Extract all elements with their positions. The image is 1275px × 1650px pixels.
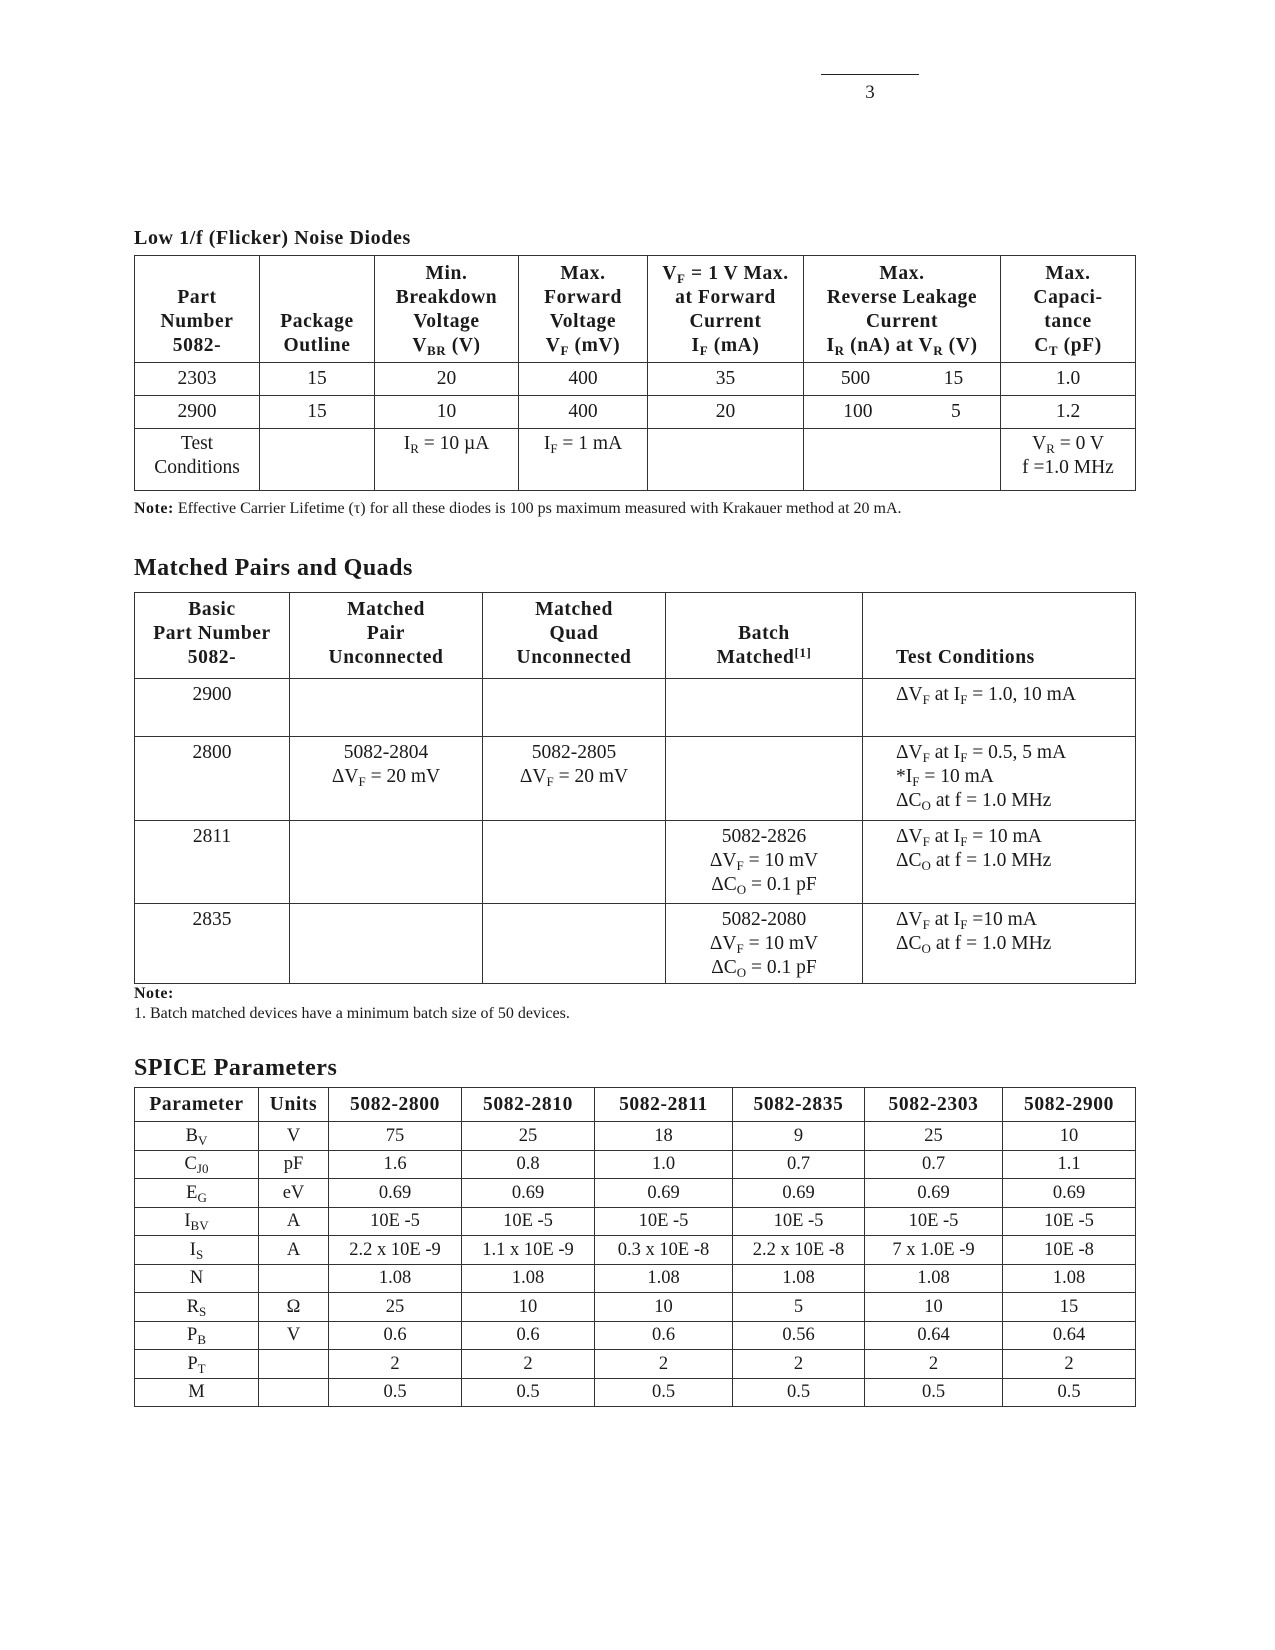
cell-value: 1.08 [329, 1264, 462, 1293]
cell-value: 25 [329, 1293, 462, 1322]
cell-parameter: $I_S$ [135, 1236, 259, 1265]
table-header-row [135, 256, 1136, 363]
cell-value: 0.64 [1003, 1321, 1136, 1350]
cell-ct: 1.0 [1001, 363, 1136, 396]
cell-package: 15 [260, 396, 375, 429]
cell-empty [290, 821, 483, 904]
cell-value: 0.69 [733, 1179, 865, 1208]
cell-test-conditions: $\Delta V_F$ at $I_F = 0.5$, 5 mA $*I_F = 10$ mA $\Delta C_O$ at f = 1.0 MHz [863, 737, 1136, 821]
cell-units: V [259, 1321, 329, 1350]
cell-empty [483, 904, 666, 984]
cell-vf: 400 [519, 396, 648, 429]
col-header-part-number: Part Number 5082- [135, 256, 260, 363]
cell-empty [290, 679, 483, 737]
cell-matched-pair: 5082-2804 $\Delta V_F = 20$ mV [290, 737, 483, 821]
cell-value: 2 [595, 1350, 733, 1379]
cell-empty [260, 429, 375, 491]
cell-empty [804, 429, 1001, 491]
cell-test-conditions: $\Delta V_F$ at $I_F = 1.0$, 10 mA [863, 679, 1136, 737]
cell-value: 25 [865, 1122, 1003, 1151]
cell-if: 20 [648, 396, 804, 429]
col-header-breakdown-voltage: Min. Breakdown Voltage $V_{BR}$ (V) [375, 256, 519, 363]
cell-units: Ω [259, 1293, 329, 1322]
cell-parameter: $R_S$ [135, 1293, 259, 1322]
cell-value: 0.6 [462, 1321, 595, 1350]
cell-value: 1.0 [595, 1150, 733, 1179]
table-row [135, 737, 1136, 821]
cell-value: 10E -5 [1003, 1207, 1136, 1236]
cell-value: 0.6 [595, 1321, 733, 1350]
cell-value: 0.69 [462, 1179, 595, 1208]
cell-test-vbr: $I_R = 10$ µA [375, 429, 519, 491]
cell-value: 0.8 [462, 1150, 595, 1179]
cell-value: 1.08 [1003, 1264, 1136, 1293]
cell-value: 1.08 [733, 1264, 865, 1293]
cell-parameter: M [135, 1378, 259, 1407]
col-header-matched-pair: Matched Pair Unconnected [290, 593, 483, 679]
cell-value: 0.69 [1003, 1179, 1136, 1208]
table-row [135, 1179, 1136, 1208]
col-header-5082-2810: 5082-2810 [462, 1088, 595, 1122]
cell-parameter: $C_{J0}$ [135, 1150, 259, 1179]
cell-value: 0.64 [865, 1321, 1003, 1350]
col-header-matched-quad: Matched Quad Unconnected [483, 593, 666, 679]
cell-value: 2 [733, 1350, 865, 1379]
cell-value: 0.5 [595, 1378, 733, 1407]
cell-parameter: $E_G$ [135, 1179, 259, 1208]
col-header-capacitance: Max. Capaci- tance $C_T$ (pF) [1001, 256, 1136, 363]
cell-value: 0.56 [733, 1321, 865, 1350]
cell-empty [290, 904, 483, 984]
cell-value: 1.6 [329, 1150, 462, 1179]
cell-value: 2 [1003, 1350, 1136, 1379]
cell-empty [648, 429, 804, 491]
cell-batch-matched: 5082-2080 $\Delta V_F = 10$ mV $\Delta C_O = 0.1$ pF [666, 904, 863, 984]
cell-part: 2900 [135, 396, 260, 429]
section-title-matched-pairs: Matched Pairs and Quads [134, 555, 413, 581]
cell-vf: 400 [519, 363, 648, 396]
cell-value: 0.6 [329, 1321, 462, 1350]
page-number: 3 [865, 82, 875, 103]
table-row [135, 821, 1136, 904]
cell-value: 10E -5 [595, 1207, 733, 1236]
cell-value: 10 [462, 1293, 595, 1322]
table-row [135, 1378, 1136, 1407]
col-header-parameter: Parameter [135, 1088, 259, 1122]
col-header-reverse-leakage: Max. Reverse Leakage Current $I_R$ (nA) at $V_R$ (V) [804, 256, 1001, 363]
cell-test-conditions: $\Delta V_F$ at $I_F = 10$ mA $\Delta C_O$ at f = 1.0 MHz [863, 821, 1136, 904]
table-row [135, 904, 1136, 984]
cell-empty [666, 737, 863, 821]
cell-units [259, 1378, 329, 1407]
table-row [135, 679, 1136, 737]
page-number-rule [821, 74, 919, 75]
cell-value: 0.5 [865, 1378, 1003, 1407]
cell-value: 7 x 1.0E -9 [865, 1236, 1003, 1265]
cell-value: 1.1 x 10E -9 [462, 1236, 595, 1265]
col-header-basic-part: Basic Part Number 5082- [135, 593, 290, 679]
cell-value: 10E -5 [329, 1207, 462, 1236]
cell-value: 25 [462, 1122, 595, 1151]
table-row [135, 396, 1136, 429]
cell-value: 2 [329, 1350, 462, 1379]
section-title-flicker-noise: Low 1/f (Flicker) Noise Diodes [134, 227, 411, 249]
col-header-test-conditions: Test Conditions [863, 593, 1136, 679]
cell-value: 10E -8 [1003, 1236, 1136, 1265]
col-header-5082-2811: 5082-2811 [595, 1088, 733, 1122]
cell-value: 10 [595, 1293, 733, 1322]
col-header-5082-2835: 5082-2835 [733, 1088, 865, 1122]
table-row [135, 1207, 1136, 1236]
cell-value: 10E -5 [733, 1207, 865, 1236]
cell-ct: 1.2 [1001, 396, 1136, 429]
col-header-forward-current: $V_F = 1$ V Max. at Forward Current $I_F$ (mA) [648, 256, 804, 363]
cell-test-vf: $I_F = 1$ mA [519, 429, 648, 491]
table-row [135, 1122, 1136, 1151]
cell-value: 75 [329, 1122, 462, 1151]
spice-body [135, 1122, 1136, 1407]
cell-value: 0.5 [1003, 1378, 1136, 1407]
matched-note-text: 1. Batch matched devices have a minimum batch size of 50 devices. [134, 1005, 570, 1022]
test-conditions-row [135, 429, 1136, 491]
cell-part: 2900 [135, 679, 290, 737]
cell-units: V [259, 1122, 329, 1151]
cell-empty [666, 679, 863, 737]
cell-value: 0.5 [329, 1378, 462, 1407]
cell-empty [483, 679, 666, 737]
cell-vbr: 10 [375, 396, 519, 429]
matched-pairs-table [134, 592, 1136, 984]
spice-parameters-table [134, 1087, 1136, 1407]
col-header-units: Units [259, 1088, 329, 1122]
cell-test-ct: $V_R = 0$ V f =1.0 MHz [1001, 429, 1136, 491]
cell-parameter: $P_T$ [135, 1350, 259, 1379]
cell-parameter: N [135, 1264, 259, 1293]
cell-matched-quad: 5082-2805 $\Delta V_F = 20$ mV [483, 737, 666, 821]
cell-units: eV [259, 1179, 329, 1208]
table-row [135, 363, 1136, 396]
col-header-package-outline: Package Outline [260, 256, 375, 363]
flicker-note: Note: Effective Carrier Lifetime (τ) for all these diodes is 100 ps maximum measured with Krakauer method at 20 mA. [134, 500, 902, 517]
col-header-forward-voltage: Max. Forward Voltage $V_F$ (mV) [519, 256, 648, 363]
cell-value: 2.2 x 10E -8 [733, 1236, 865, 1265]
cell-value: 0.69 [595, 1179, 733, 1208]
cell-value: 18 [595, 1122, 733, 1151]
col-header-5082-2303: 5082-2303 [865, 1088, 1003, 1122]
cell-value: 10E -5 [865, 1207, 1003, 1236]
table-row [135, 1236, 1136, 1265]
cell-value: 0.3 x 10E -8 [595, 1236, 733, 1265]
cell-value: 5 [733, 1293, 865, 1322]
cell-value: 10 [1003, 1122, 1136, 1151]
cell-test-label: Test Conditions [135, 429, 260, 491]
cell-value: 1.08 [865, 1264, 1003, 1293]
cell-value: 9 [733, 1122, 865, 1151]
table-header-row [135, 593, 1136, 679]
cell-value: 10E -5 [462, 1207, 595, 1236]
cell-value: 1.08 [595, 1264, 733, 1293]
col-header-5082-2800: 5082-2800 [329, 1088, 462, 1122]
table-header-row [135, 1088, 1136, 1122]
cell-value: 0.5 [462, 1378, 595, 1407]
cell-value: 2.2 x 10E -9 [329, 1236, 462, 1265]
cell-value: 15 [1003, 1293, 1136, 1322]
table-row [135, 1150, 1136, 1179]
table-row [135, 1293, 1136, 1322]
matched-note-label: Note: [134, 985, 174, 1002]
table-row [135, 1350, 1136, 1379]
cell-package: 15 [260, 363, 375, 396]
cell-units: A [259, 1236, 329, 1265]
cell-value: 0.5 [733, 1378, 865, 1407]
cell-value: 2 [462, 1350, 595, 1379]
cell-units: A [259, 1207, 329, 1236]
cell-ir-vr: 100 5 [804, 396, 1001, 429]
cell-vbr: 20 [375, 363, 519, 396]
cell-parameter: $B_V$ [135, 1122, 259, 1151]
section-title-spice: SPICE Parameters [134, 1055, 338, 1081]
cell-part: 2303 [135, 363, 260, 396]
cell-value: 0.7 [865, 1150, 1003, 1179]
cell-units [259, 1264, 329, 1293]
cell-part: 2800 [135, 737, 290, 821]
cell-batch-matched: 5082-2826 $\Delta V_F = 10$ mV $\Delta C_O = 0.1$ pF [666, 821, 863, 904]
cell-value: 0.69 [865, 1179, 1003, 1208]
cell-value: 10 [865, 1293, 1003, 1322]
cell-part: 2811 [135, 821, 290, 904]
flicker-noise-diodes-table [134, 255, 1136, 491]
cell-value: 1.08 [462, 1264, 595, 1293]
cell-empty [483, 821, 666, 904]
col-header-batch-matched: Batch Matched[1] [666, 593, 863, 679]
table-row [135, 1264, 1136, 1293]
cell-parameter: $P_B$ [135, 1321, 259, 1350]
cell-value: 0.69 [329, 1179, 462, 1208]
cell-value: 1.1 [1003, 1150, 1136, 1179]
cell-value: 2 [865, 1350, 1003, 1379]
cell-ir-vr: 500 15 [804, 363, 1001, 396]
cell-units: pF [259, 1150, 329, 1179]
cell-if: 35 [648, 363, 804, 396]
cell-units [259, 1350, 329, 1379]
cell-value: 0.7 [733, 1150, 865, 1179]
cell-test-conditions: $\Delta V_F$ at $I_F =10$ mA $\Delta C_O$ at f = 1.0 MHz [863, 904, 1136, 984]
cell-parameter: $I_{BV}$ [135, 1207, 259, 1236]
col-header-5082-2900: 5082-2900 [1003, 1088, 1136, 1122]
cell-part: 2835 [135, 904, 290, 984]
table-row [135, 1321, 1136, 1350]
